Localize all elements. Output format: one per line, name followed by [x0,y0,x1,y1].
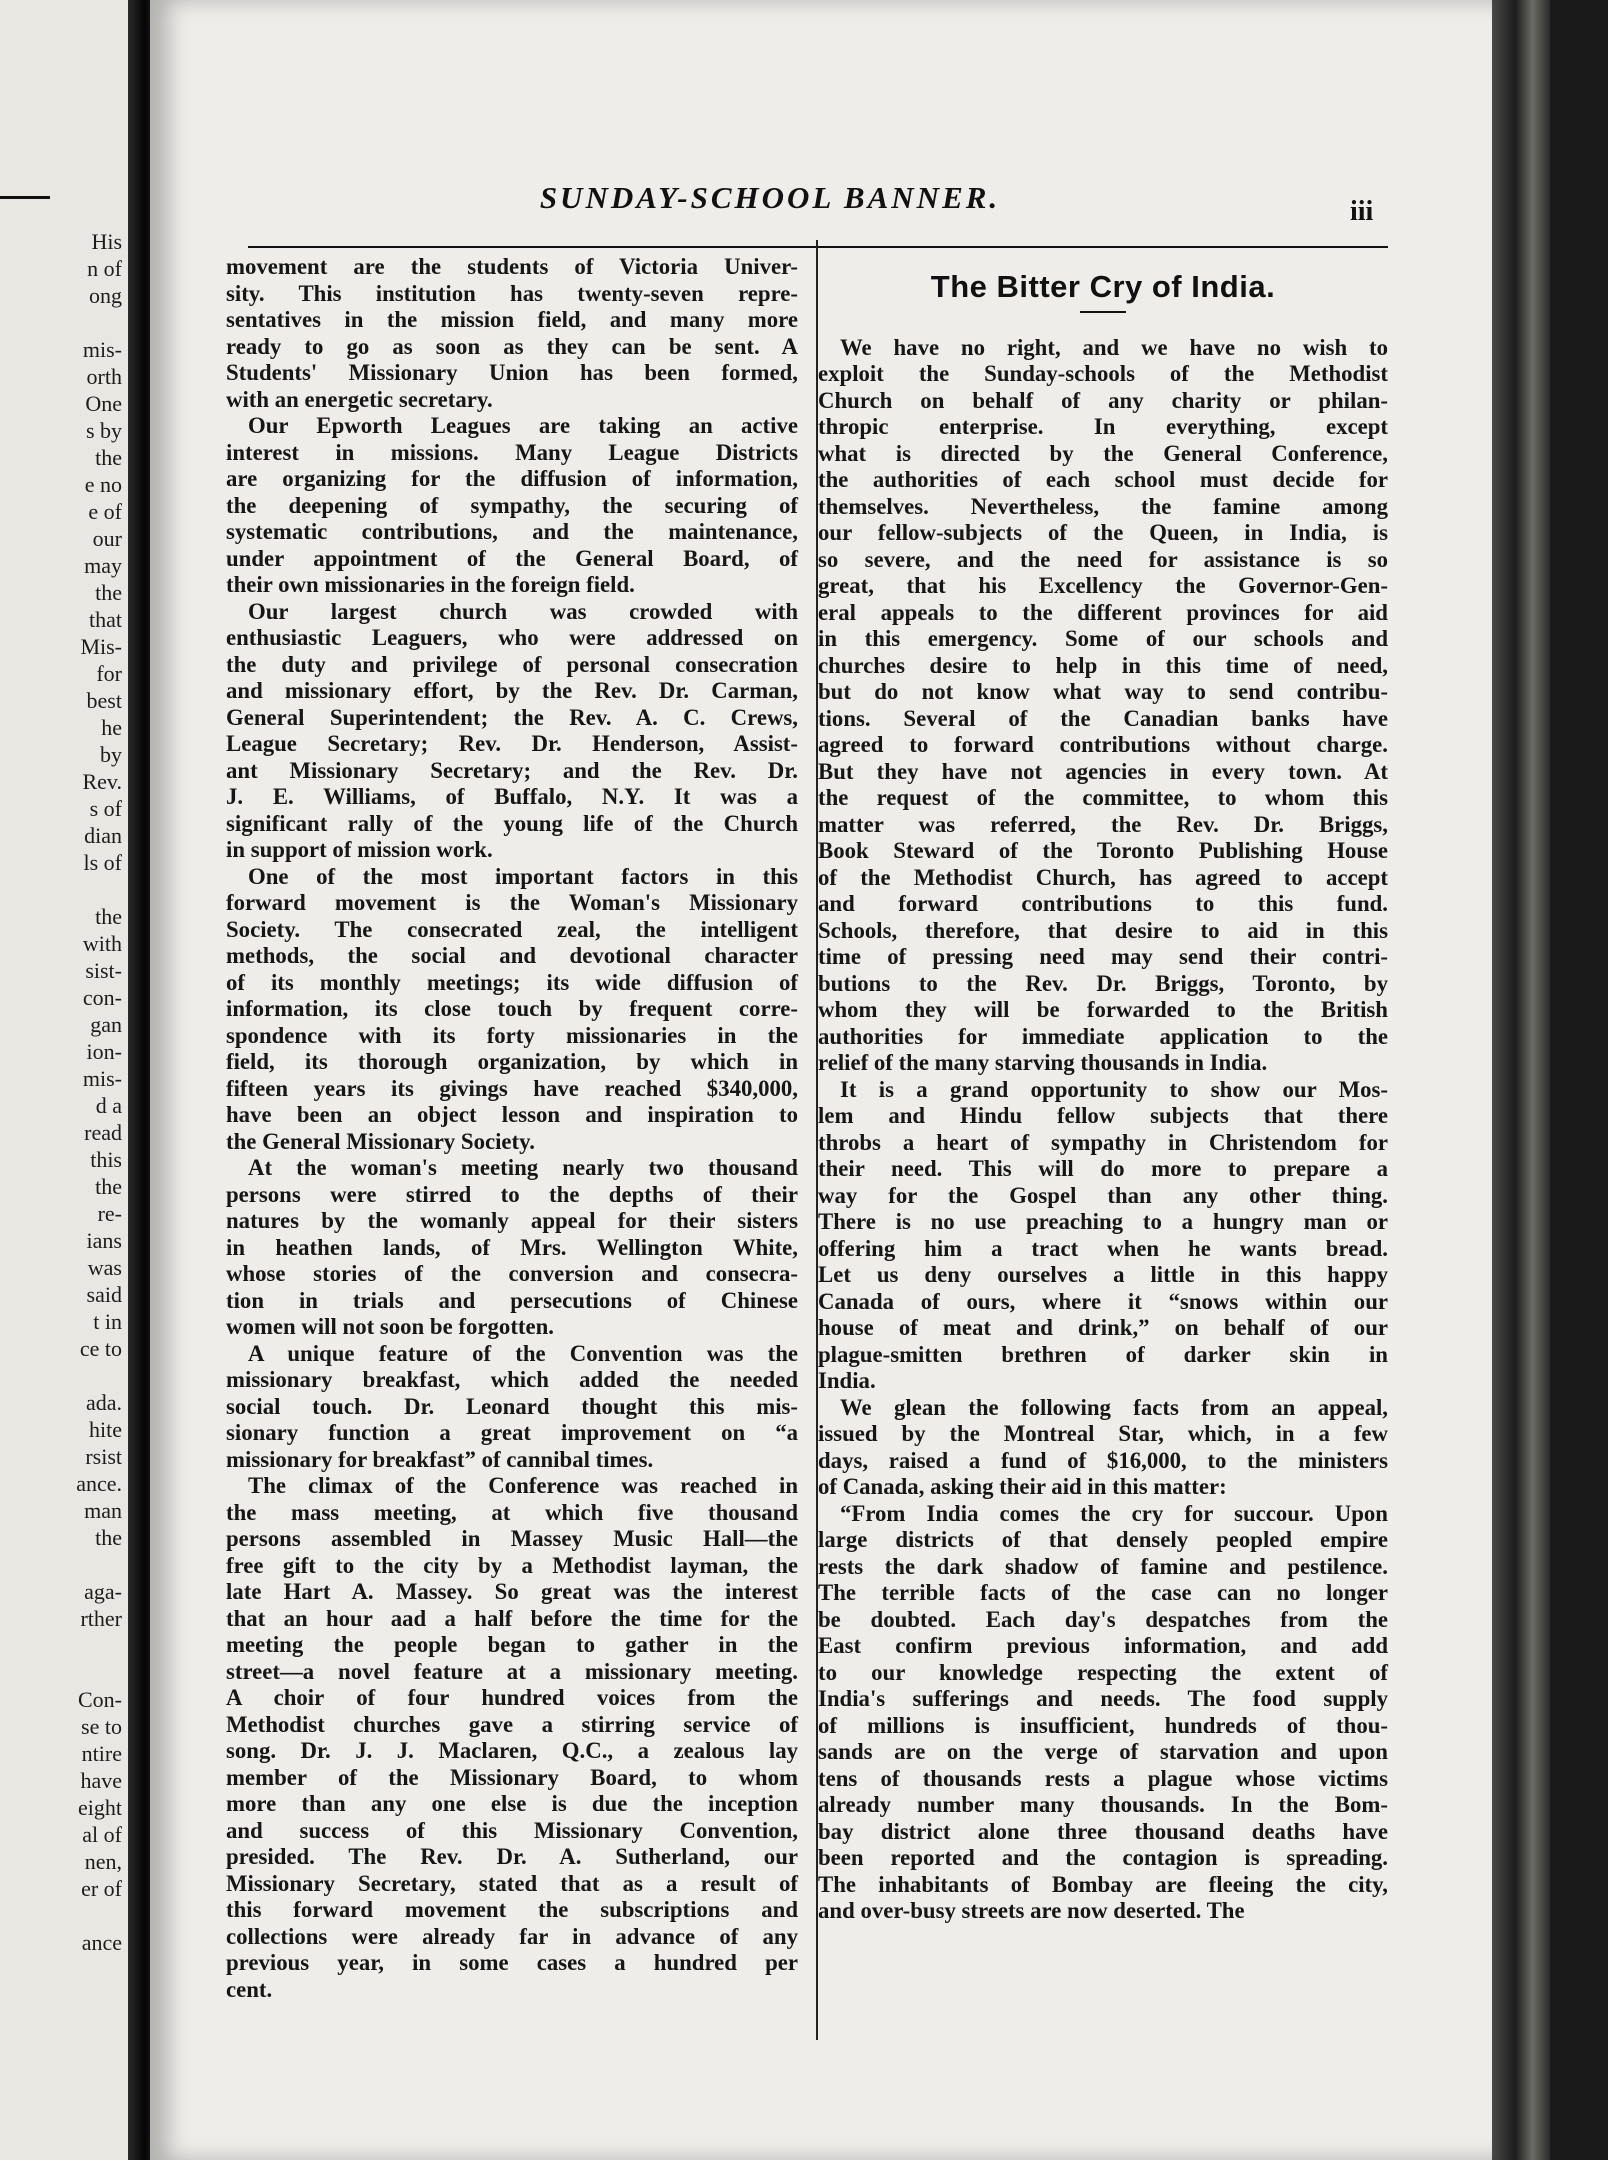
facing-page-fragment [2,309,122,336]
text-line: fifteen years its givings have reached $340,000, [226,1075,798,1101]
text-line: the duty and privilege of personal consecration [226,651,798,677]
text-line: meeting the people began to gather in the [226,1632,798,1657]
text-line: our fellow-subjects of the Queen, in India, is [818,520,1388,545]
facing-page-fragment: hite [89,1417,122,1442]
facing-page-fragment: eight [78,1795,122,1820]
right-column [818,254,1388,1925]
text-line: systematic contributions, and the maintenance, [226,519,798,544]
facing-page-fragment: with [82,931,122,956]
text-line: throbs a heart of sympathy in Christendom for [818,1129,1388,1155]
text-line: way for the Gospel than any other thing. [818,1182,1388,1208]
text-line: natures by the womanly appeal for their sisters [226,1208,798,1233]
facing-page-fragment: read [84,1120,122,1145]
text-line: The inhabitants of Bombay are fleeing the city, [818,1871,1388,1897]
text-line: matter was referred, the Rev. Dr. Briggs, [818,811,1388,837]
text-line: Let us deny ourselves a little in this happy [818,1262,1388,1287]
facing-page-fragment: that [89,607,122,632]
facing-page-text [2,228,122,1956]
facing-page-fragment: s by [85,418,122,443]
facing-page-fragment: t in [93,1309,122,1334]
text-line: Students' Missionary Union has been formed, [226,360,798,385]
text-line: enthusiastic Leaguers, who were addressed on [226,625,798,650]
text-line: sity. This institution has twenty-seven repre- [226,280,798,306]
text-line: and missionary effort, by the Rev. Dr. Carman, [226,678,798,703]
text-line: the authorities of each school must decide for [818,467,1388,492]
text-line: thropic enterprise. In everything, except [818,414,1388,439]
text-line: movement are the students of Victoria Univer- [226,254,798,279]
facing-page-fragment: ong [89,283,122,308]
facing-page-fragment: ance. [76,1471,122,1496]
text-line: interest in missions. Many League Districts [226,439,798,465]
text-line: plague-smitten brethren of darker skin in [818,1341,1388,1367]
facing-page-fragment: dian [84,823,122,848]
text-line: Canada of ours, where it “snows within our [818,1288,1388,1314]
text-line: already number many thousands. In the Bom- [818,1792,1388,1817]
facing-page-fragment: the [95,580,122,605]
facing-page-fragment: s of [89,796,122,821]
text-line: Methodist churches gave a stirring service of [226,1711,798,1737]
facing-page-fragment: best [86,688,122,713]
article-body [818,335,1388,1925]
text-line: and success of this Missionary Convention, [226,1817,798,1843]
facing-page-fragment: ada. [85,1390,122,1415]
text-line: “From India comes the cry for succour. Upon [840,1500,1388,1526]
facing-page-fragment: aga- [84,1579,122,1604]
facing-page-fragment: was [87,1255,122,1280]
facing-page-fragment: Mis- [80,634,122,659]
facing-page-fragment: His [91,229,122,254]
page-number: iii [1350,196,1374,227]
text-line: be doubted. Each day's despatches from the [818,1606,1388,1632]
facing-page-fragment: rther [80,1606,122,1631]
text-line: of the Methodist Church, has agreed to accept [818,864,1388,890]
facing-page-fragment: e no [84,472,122,497]
text-line: street—a novel feature at a missionary meeting. [226,1658,798,1684]
text-line: the deepening of sympathy, the securing of [226,492,798,518]
text-line: authorities for immediate application to the [818,1023,1388,1049]
text-line: whom they will be forwarded to the British [818,997,1388,1022]
text-line: large districts of that densely peopled empire [818,1527,1388,1552]
facing-page-fragment: mis- [82,337,122,362]
facing-page-fragment: e of [88,499,122,524]
text-line: tion in trials and persecutions of Chinese [226,1287,798,1313]
text-line: India. [818,1368,876,1393]
text-line: Our largest church was crowded with [248,598,798,624]
facing-page-fragment: n of [87,256,122,281]
facing-page-fragment: the [95,1525,122,1550]
text-line: their own missionaries in the foreign field. [226,572,635,597]
left-column [226,254,798,2003]
text-line: the request of the committee, to whom this [818,785,1388,810]
facing-page-fragment: he [101,715,122,740]
text-line: J. E. Williams, of Buffalo, N.Y. It was a [226,784,798,809]
text-line: There is no use preaching to a hungry man or [818,1209,1388,1234]
book-edge [1492,0,1550,2160]
text-line: in support of mission work. [226,837,493,862]
text-line: bay district alone three thousand deaths have [818,1818,1388,1844]
facing-page-fragment: ls of [83,850,122,875]
text-line: The climax of the Conference was reached in [248,1473,798,1498]
facing-page-fragment: d a [95,1093,122,1118]
text-line: in heathen lands, of Mrs. Wellington White, [226,1234,798,1260]
text-line: sionary function a great improvement on “a [226,1420,798,1445]
text-line: field, its thorough organization, by which in [226,1049,798,1074]
text-line: churches desire to help in this time of need, [818,652,1388,678]
facing-page-fragment: re- [97,1201,122,1226]
facing-page-fragment: se to [81,1714,122,1739]
text-line: A choir of four hundred voices from the [226,1685,798,1710]
facing-page-fragment: rsist [85,1444,122,1469]
text-line: India's sufferings and needs. The food supply [818,1686,1388,1711]
facing-page-fragment: the [95,904,122,929]
text-line: and over-busy streets are now deserted. The [818,1898,1245,1923]
text-line: women will not soon be forgotten. [226,1314,555,1339]
text-line: days, raised a fund of $16,000, to the ministers [818,1447,1388,1473]
facing-page-fragment: our [92,526,122,551]
facing-page-fragment [2,1902,122,1929]
facing-page-fragment: said [86,1282,122,1307]
text-line: We glean the following facts from an appeal, [840,1394,1388,1420]
text-line: house of meat and drink,” on behalf of our [818,1315,1388,1340]
facing-page-fragment: Rev. [82,769,122,794]
text-line: member of the Missionary Board, to whom [226,1764,798,1790]
facing-page-fragment: the [95,1174,122,1199]
text-line: The terrible facts of the case can no longer [818,1580,1388,1605]
facing-page-fragment: orth [86,364,122,389]
facing-page-fragment: Con- [78,1687,122,1712]
text-line: missionary for breakfast” of cannibal times. [226,1446,654,1472]
title-rule [1080,311,1126,313]
running-title: SUNDAY-SCHOOL BANNER. [539,180,1001,215]
facing-page-fragment: er of [81,1876,122,1901]
text-line: Book Steward of the Toronto Publishing House [818,838,1388,863]
text-line: At the woman's meeting nearly two thousand [248,1155,798,1180]
text-line: presided. The Rev. Dr. A. Sutherland, our [226,1844,798,1869]
text-line: song. Dr. J. J. Maclaren, Q.C., a zealous lay [226,1738,798,1763]
text-line: under appointment of the General Board, of [226,545,798,571]
text-line: League Secretary; Rev. Dr. Henderson, Assist- [226,731,798,756]
facing-page-fragment: mis- [82,1066,122,1091]
text-line: whose stories of the conversion and consecra- [226,1261,798,1286]
text-line: We have no right, and we have no wish to [840,334,1388,360]
facing-page [0,0,128,2160]
text-line: East confirm previous information, and add [818,1633,1388,1658]
text-line: It is a grand opportunity to show our Mos- [840,1076,1388,1102]
text-line: lem and Hindu fellow subjects that there [818,1103,1388,1128]
text-line: spondence with its forty missionaries in the [226,1022,798,1048]
text-line: the mass meeting, at which five thousand [226,1499,798,1525]
text-line: been reported and the contagion is spreading. [818,1845,1388,1870]
facing-page-fragment: this [90,1147,122,1172]
text-line: in this emergency. Some of our schools and [818,626,1388,651]
text-line: General Superintendent; the Rev. A. C. Crews, [226,704,798,730]
text-line: agreed to forward contributions without charge. [818,732,1388,757]
text-line: forward movement is the Woman's Missionary [226,890,798,915]
text-line: information, its close touch by frequent corre- [226,996,798,1021]
text-line: with an energetic secretary. [226,386,493,412]
text-line: ready to go as soon as they can be sent. A [226,333,798,359]
text-line: of millions is insufficient, hundreds of thou- [818,1712,1388,1738]
facing-page-rule [0,196,50,199]
text-line: to our knowledge respecting the extent of [818,1659,1388,1685]
text-line: persons assembled in Massey Music Hall—the [226,1526,798,1551]
facing-page-fragment: man [84,1498,122,1523]
text-line: persons were stirred to the depths of their [226,1181,798,1207]
text-line: that an hour aad a half before the time for the [226,1605,798,1631]
text-line: collections were already far in advance of any [226,1923,798,1949]
facing-page-fragment: ion- [86,1039,122,1064]
text-line: this forward movement the subscriptions and [226,1897,798,1922]
facing-page-fragment: ians [86,1228,122,1253]
facing-page-fragment: ntire [81,1741,122,1766]
facing-page-fragment: One [85,391,122,416]
text-line: exploit the Sunday-schools of the Methodist [818,361,1388,386]
facing-page-fragment: ance [81,1930,122,1955]
text-line: Our Epworth Leagues are taking an active [248,413,798,438]
text-line: Church on behalf of any charity or philan- [818,387,1388,413]
text-line: methods, the social and devotional character [226,943,798,968]
text-line: butions to the Rev. Dr. Briggs, Toronto, by [818,970,1388,996]
text-line: their need. This will do more to prepare a [818,1156,1388,1181]
text-line: One of the most important factors in this [248,863,798,889]
text-line: tions. Several of the Canadian banks have [818,705,1388,731]
text-line: so severe, and the need for assistance is so [818,546,1388,572]
text-line: great, that his Excellency the Governor-Gen- [818,573,1388,598]
text-line: sentatives in the mission field, and many more [226,307,798,332]
facing-page-fragment: have [80,1768,122,1793]
text-line: ant Missionary Secretary; and the Rev. Dr. [226,757,798,783]
text-line: social touch. Dr. Leonard thought this mis- [226,1393,798,1419]
text-line: of Canada, asking their aid in this matter: [818,1474,1227,1499]
text-line: missionary breakfast, which added the needed [226,1367,798,1392]
text-line: Missionary Secretary, stated that as a result of [226,1870,798,1896]
facing-page-fragment: gan [90,1012,122,1037]
facing-page-fragment [2,1551,122,1578]
text-line: of its monthly meetings; its wide diffusion of [226,969,798,995]
text-line: rests the dark shadow of famine and pestilence. [818,1553,1388,1579]
facing-page-fragment [2,1659,122,1686]
text-line: what is directed by the General Conference, [818,440,1388,466]
facing-page-fragment: the [95,445,122,470]
text-line: and forward contributions to this fund. [818,891,1388,916]
text-line: more than any one else is due the inception [226,1791,798,1816]
facing-page-fragment: al of [82,1822,122,1847]
facing-page-fragment: sist- [85,958,122,983]
text-line: Schools, therefore, that desire to aid in this [818,917,1388,943]
text-line: sands are on the verge of starvation and upon [818,1739,1388,1764]
text-line: issued by the Montreal Star, which, in a few [818,1421,1388,1446]
text-line: offering him a tract when he wants bread. [818,1235,1388,1261]
text-line: significant rally of the young life of the Church [226,810,798,836]
header-rule [248,246,1388,248]
facing-page-fragment: for [96,661,122,686]
facing-page-fragment: nen, [84,1849,122,1874]
text-line: late Hart A. Massey. So great was the interest [226,1579,798,1604]
text-line: the General Missionary Society. [226,1128,535,1154]
facing-page-fragment [2,1632,122,1659]
facing-page-fragment [2,1362,122,1389]
text-line: tens of thousands rests a plague whose victims [818,1765,1388,1791]
facing-page-fragment: con- [82,985,122,1010]
text-line: are organizing for the diffusion of information, [226,466,798,491]
facing-page-fragment: ce to [79,1336,122,1361]
text-line: but do not know what way to send contribu- [818,679,1388,704]
text-line: free gift to the city by a Methodist layman, the [226,1552,798,1578]
facing-page-fragment [2,876,122,903]
facing-page-fragment: by [100,742,122,767]
text-line: relief of the many starving thousands in India. [818,1050,1268,1075]
text-line: have been an object lesson and inspiration to [226,1102,798,1127]
facing-page-fragment: may [84,553,122,578]
text-line: eral appeals to the different provinces for aid [818,599,1388,625]
text-line: But they have not agencies in every town. At [818,758,1388,784]
text-line: time of pressing need may send their contri- [818,944,1388,969]
text-line: A unique feature of the Convention was the [248,1340,798,1366]
text-line: previous year, in some cases a hundred per [226,1950,798,1975]
text-line: Society. The consecrated zeal, the intelligent [226,916,798,942]
article-title: The Bitter Cry of India. [930,269,1276,304]
text-line: cent. [226,1976,273,2002]
text-line: themselves. Nevertheless, the famine among [818,493,1388,519]
